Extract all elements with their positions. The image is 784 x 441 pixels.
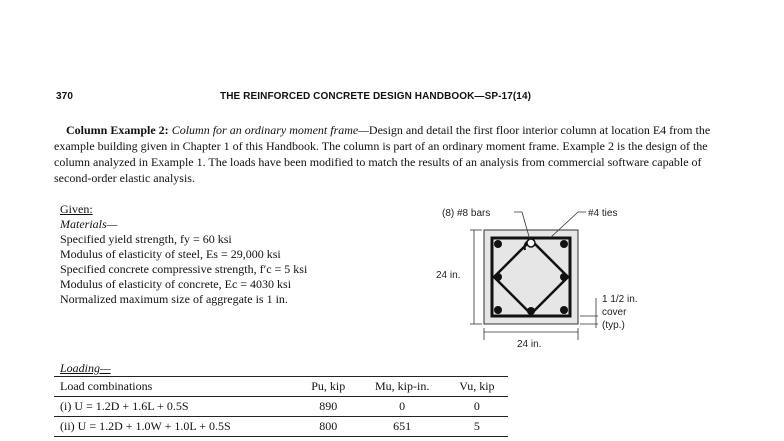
rebar	[560, 240, 568, 248]
column-header: Pu, kip	[298, 377, 359, 397]
load-combinations-table	[54, 376, 508, 437]
table-header-row	[54, 377, 508, 397]
loading-heading: Loading—	[60, 361, 111, 375]
rebar	[494, 240, 502, 248]
material-item: Normalized maximum size of aggregate is 1 in.	[60, 292, 288, 306]
rebar	[527, 307, 535, 315]
material-item: Specified yield strength, fy = 60 ksi	[60, 232, 232, 246]
cover-label: 1 1/2 in.	[602, 294, 638, 305]
pu-cell: 890	[298, 397, 359, 417]
table-row	[54, 397, 508, 417]
material-item: Modulus of elasticity of concrete, Ec = 4030 ksi	[60, 277, 292, 291]
mu-cell: 651	[359, 417, 446, 437]
running-title: THE REINFORCED CONCRETE DESIGN HANDBOOK—SP-17(14)	[220, 91, 532, 102]
column-header: Mu, kip-in.	[359, 377, 446, 397]
combo-cell: (ii) U = 1.2D + 1.0W + 1.0L + 0.5S	[54, 417, 298, 437]
vu-cell: 5	[446, 417, 508, 437]
given-section	[60, 202, 440, 307]
ties-label: #4 ties	[588, 208, 618, 219]
cover-label: cover	[602, 307, 627, 318]
example-body: Design and detail the first floor interior column at location E4 from the example building given in Chapter 1 of this Handbook. The column is part of an ordinary moment frame. Example 2 is the design of the column analyzed in Example 1. The loads have been modified to match the results of an analysis from commercial software capable of second-order elastic analysis.	[54, 123, 711, 185]
running-header	[56, 91, 728, 105]
rebar	[494, 306, 502, 314]
mu-cell: 0	[359, 397, 446, 417]
rebar	[560, 306, 568, 314]
height-label: 24 in.	[436, 270, 461, 281]
combo-cell: (i) U = 1.2D + 1.6L + 0.5S	[54, 397, 298, 417]
material-item: Modulus of elasticity of steel, Es = 29,000 ksi	[60, 247, 281, 261]
materials-heading: Materials—	[60, 217, 118, 231]
example-title: Column for an ordinary moment frame—	[171, 123, 369, 137]
table-row	[54, 417, 508, 437]
example-intro	[54, 122, 718, 186]
example-label: Column Example 2:	[66, 123, 169, 137]
column-header: Load combinations	[54, 377, 298, 397]
given-heading: Given:	[60, 202, 93, 216]
pu-cell: 800	[298, 417, 359, 437]
page-number: 370	[56, 91, 73, 102]
rebar	[494, 273, 502, 281]
cover-label: (typ.)	[602, 320, 625, 331]
bars-label: (8) #8 bars	[442, 208, 491, 219]
column-header: Vu, kip	[446, 377, 508, 397]
vu-cell: 0	[446, 397, 508, 417]
width-label: 24 in.	[517, 339, 542, 350]
rebar	[527, 239, 535, 247]
material-item: Specified concrete compressive strength, f′c = 5 ksi	[60, 262, 308, 276]
column-section-figure	[430, 200, 680, 360]
rebar	[560, 273, 568, 281]
